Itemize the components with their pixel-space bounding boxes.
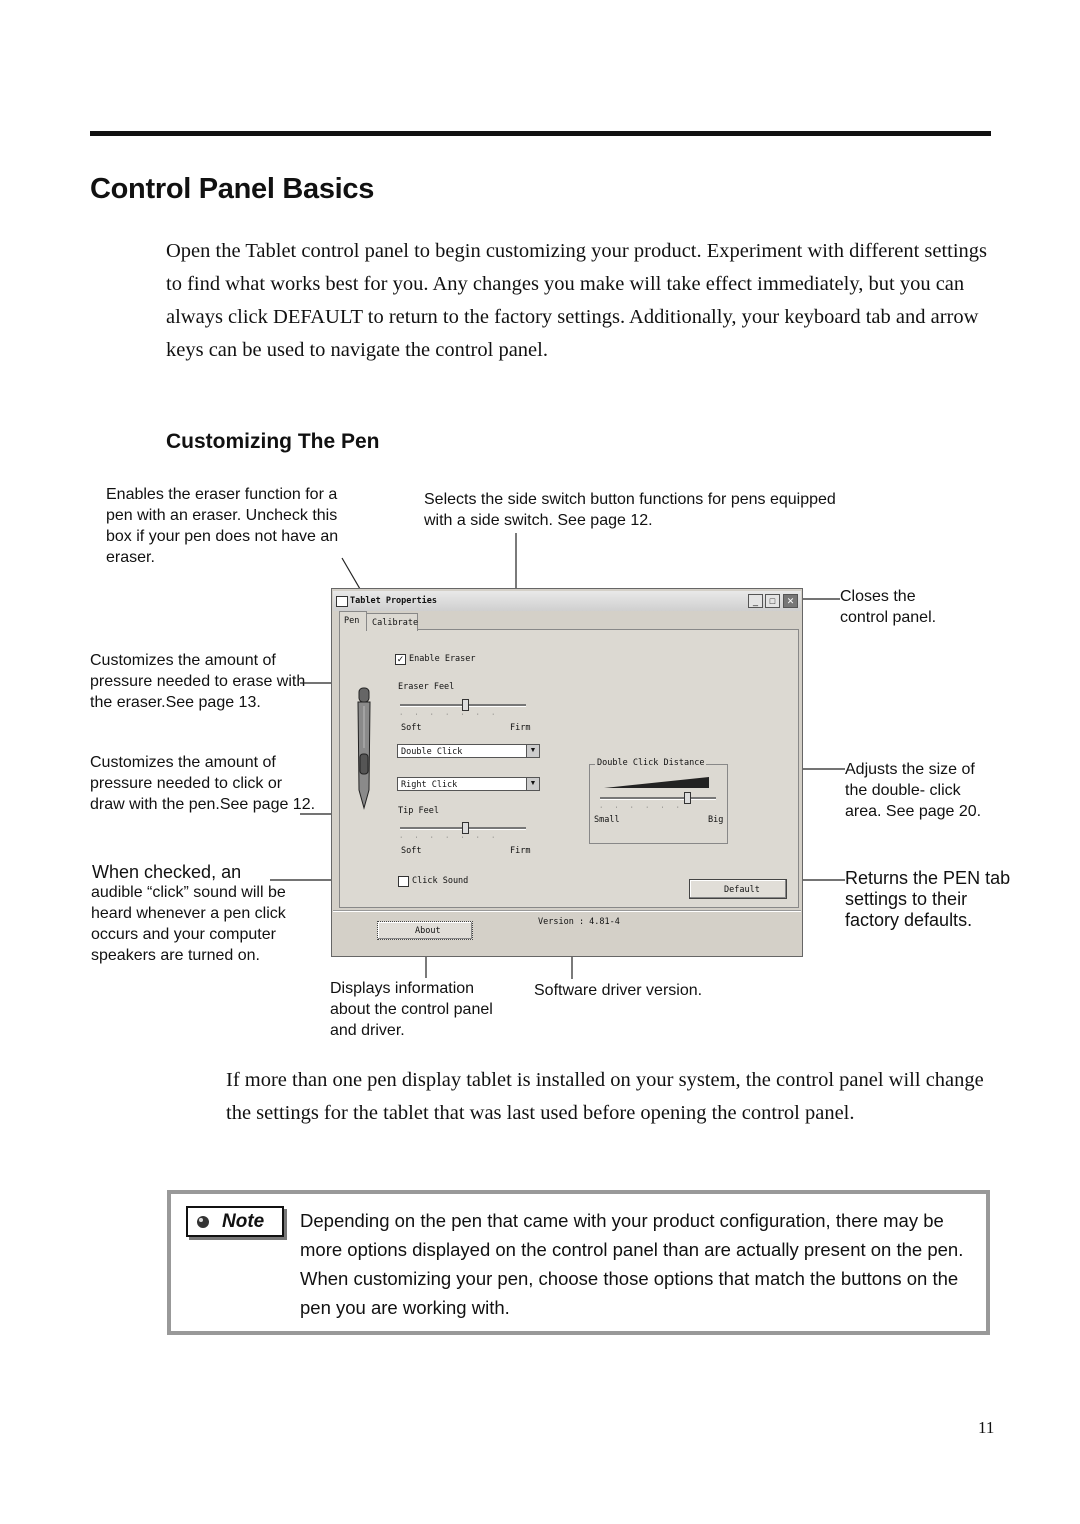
click-sound-label: Click Sound — [412, 876, 469, 886]
enable-eraser-checkbox[interactable]: ✓ — [396, 654, 405, 664]
callout-about: Displays information about the control panel and driver. — [330, 980, 493, 1039]
close-icon: ✕ — [786, 596, 795, 606]
double-click-distance-thumb[interactable] — [684, 792, 691, 804]
callout-click-sound-lead: When checked, an — [92, 862, 242, 882]
distance-wedge-icon — [604, 777, 710, 789]
callout-eraser-feel: Customizes the amount of pressure needed to erase with the eraser.See page 13. — [90, 652, 306, 711]
distance-big: Big — [708, 815, 724, 825]
page-title: Control Panel Basics — [90, 173, 375, 205]
double-click-distance-ticks: ······ — [600, 804, 692, 811]
note-label: Note — [222, 1211, 265, 1232]
side-switch-lower-dropdown[interactable] — [397, 777, 540, 791]
version-text: Version : 4.81-4 — [538, 917, 620, 927]
callout-double-click: Adjusts the size of the double- click area. See page 20. — [845, 761, 982, 820]
about-button[interactable] — [377, 921, 473, 940]
chevron-down-icon[interactable]: ▼ — [526, 745, 539, 757]
chevron-down-icon[interactable]: ▼ — [526, 778, 539, 790]
callout-click-sound: audible “click” sound will be heard whenever a pen click occurs and your computer speakers are turned on. — [91, 884, 286, 964]
tab-calibrate-label: Calibrate — [372, 618, 419, 628]
page-number: 11 — [978, 1418, 995, 1437]
closing-paragraph: If more than one pen display tablet is installed on your system, the control panel will change the settings for the tablet that was last used before opening the control panel. — [226, 1069, 984, 1124]
click-sound-checkbox[interactable] — [398, 876, 409, 887]
callout-close: Closes the control panel. — [840, 588, 937, 626]
default-button-label: Default — [724, 885, 760, 895]
app-icon — [336, 596, 348, 607]
tip-feel-firm: Firm — [510, 846, 531, 856]
maximize-button[interactable] — [765, 594, 780, 608]
double-click-distance-label: Double Click Distance — [597, 758, 705, 768]
double-click-distance-slider[interactable] — [600, 797, 716, 800]
callout-version: Software driver version. — [534, 982, 703, 999]
enable-eraser-label: Enable Eraser — [409, 654, 476, 664]
about-button-label: About — [415, 926, 441, 936]
note-bullet-icon — [196, 1215, 210, 1229]
pen-tab-panel — [339, 629, 799, 908]
callout-tip-feel: Customizes the amount of pressure needed to click or draw with the pen.See page 12. — [90, 754, 316, 813]
eraser-feel-thumb[interactable] — [462, 699, 469, 711]
tip-feel-soft: Soft — [401, 846, 422, 856]
tab-pen[interactable] — [339, 611, 367, 631]
window-title: Tablet Properties — [350, 596, 437, 606]
callout-default: Returns the PEN tab settings to their factory defaults. — [845, 868, 1011, 930]
tip-feel-thumb[interactable] — [462, 822, 469, 834]
maximize-icon: □ — [769, 596, 776, 606]
callout-enable-eraser: Enables the eraser function for a pen with an eraser. Uncheck this box if your pen does not have an eraser. — [106, 486, 339, 566]
dropdown-lower-value: Right Click — [401, 780, 458, 790]
note-tag — [186, 1206, 284, 1237]
eraser-feel-label: Eraser Feel — [398, 682, 455, 692]
tip-feel-ticks: ······· — [400, 834, 508, 841]
pen-illustration — [353, 686, 377, 812]
eraser-feel-ticks: ······· — [400, 711, 508, 718]
tab-calibrate[interactable] — [366, 613, 418, 631]
eraser-feel-firm: Firm — [510, 723, 531, 733]
minimize-icon: _ — [752, 596, 758, 606]
default-button[interactable] — [689, 879, 787, 899]
minimize-button[interactable] — [748, 594, 763, 608]
close-button[interactable] — [783, 594, 798, 608]
tab-pen-label: Pen — [344, 616, 360, 626]
section-subheading: Customizing The Pen — [166, 430, 380, 453]
dropdown-upper-value: Double Click — [401, 747, 463, 757]
callout-side-switch: Selects the side switch button functions for pens equipped with a side switch. See page 12. — [424, 491, 836, 529]
eraser-feel-soft: Soft — [401, 723, 422, 733]
distance-small: Small — [594, 815, 620, 825]
dialog-divider — [333, 910, 801, 912]
side-switch-upper-dropdown[interactable] — [397, 744, 540, 758]
note-text: Depending on the pen that came with your product configuration, there may be more options displayed on the control panel than are actually present on the pen. When customizing your pen, choose those options that match the buttons on the pen you are working with. — [300, 1210, 964, 1318]
intro-paragraph: Open the Tablet control panel to begin customizing your product. Experiment with different settings to find what works best for you. Any changes you make will take effect immediately, but you can always click DEFAULT to return to the factory settings. Additionally, your keyboard tab and arrow keys can be used to navigate the control panel. — [166, 240, 988, 361]
tip-feel-label: Tip Feel — [398, 806, 439, 816]
